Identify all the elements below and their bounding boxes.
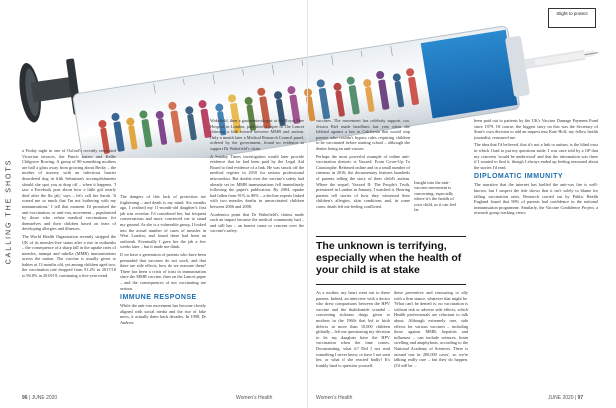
subhead-diplomatic-immunity: DIPLOMATIC IMMUNITY: [474, 173, 564, 181]
image-caption: Insight into the anti-vaccine movement is concerning, especially where it's the health of your child, as it can feel far: [414, 180, 457, 213]
paragraph: a Friday night in one of Oxford's recently renovated Victorian terraces, the Punch sisters and Kellie Chilgrove Rowing. A group of 80-something mothers are half a glass away from growing about Becky – the mother of nursery with an infectious barrier disordered dog in fifth Sebastian's accomplishments should she spot you at drop off – when it happens. 'I saw a Facebook post about how a little girl nearly died after the flu jab,' says – let's call her Sarah. 'It scared me so much that I'm not bothering with my immunisations.' I tell that moment I'd promised the anti-vaccination, or anti-vax, movement – popularised by those who refuse medical vaccinations for themselves and their children based on fears of developing allergies and illnesses.: [22, 148, 116, 232]
pullquote-rule-bottom: [316, 284, 466, 285]
paragraph: The dangers of this lack of protection are frightening – and death is my mind. Six months ago, I realised my 11-month-old daughter's first jab was overdue. I'd considered her, but frequent conversations and more convinced me to stand my ground. As she is a vulnerable group, I looked into the actual number of cases of measles in West London, and found there had been an outbreak. Eventually I gave her the jab a few weeks later – but it made me think.: [120, 194, 206, 250]
syringe-plunger: [18, 56, 82, 123]
paragraph: The idea that I'd believed, that it's not a link to autism, is the blind trust in which I had to put my questions aside. I was once told by a GP that my concerns 'would be understood' and that the information was there if I wanted to find it, though I always ended up feeling reassured about the stories I'd read.: [474, 142, 598, 170]
issue-date: JUNE 2020: [31, 395, 58, 401]
paragraph: vaccines. The movement has celebrity support, too. Jessica Biel made headlines last year when she lobbied against a law in California that would stop parents who couldn't bypass rules requiring children to be vaccinated before starting school – although she denies being an anti-vaxxer.: [316, 118, 410, 151]
right-column-2: [316, 290, 390, 392]
section-label: CALLING THE SHOTS: [5, 158, 13, 265]
right-column-1: [316, 118, 410, 228]
paragraph: A Sunday Times investigation would later provide evidence that he had been paid by the Legal Aid Board to find evidence of a link. He was struck off the medical register in 2010 for serious professional misconduct. But doubts over the vaccine's safety had already set in: MMR immunisations fell immediately following the paper's publication. By 2004, uptake had fallen from 91% to 80% – a decline experts linked with two measles deaths in unvaccinated children between 2006 and 2008.: [210, 153, 304, 209]
right-column-4: [474, 118, 598, 392]
pullquote: The unknown is terrifying, especially when the health of your child is at stake: [316, 240, 462, 276]
left-folio: 96 | JUNE 2020: [22, 395, 58, 401]
spread-gutter: [307, 0, 308, 408]
pullquote-rule-top: [316, 236, 466, 237]
paragraph: Wakefield, then a gastroenterologist at the Royal Free Hospital in London, published a paper in The Lancet claiming a link existed between MMR and autism. Only a month later a Medical Research Council panel, ordered by the government, found no evidence to support Dr Wakefield's claim.: [210, 118, 304, 151]
left-magazine-name: Women's Health: [236, 395, 273, 401]
paragraph: The World Health Organisation recently stripped the UK of its measles-free status after a rise in outbreaks – the consequence of a sharp fall in the uptake rates of measles, mumps and rubella (MMR) immunisations across the nation. The vaccine is usually given to babies at 13 months old, yet among children aged two, the vaccination rate dropped from 91.2% in 2017/18 to 90.8% in 2018/19, continuing a five-year trend.: [22, 233, 116, 279]
paragraph: As a mother, my heart went out to these parents. Indeed, an interview with a doctor who drew comparisons between the HPV vaccine and the thalidomide scandal – concerning sickness drugs given to mothers in the 1960s that led to birth defects in more than 10,000 children globally – left me questioning my decision to let my daughter have the HPV vaccination when the time comes. Documenting, what if? Did I not read something I never knew, or have I not seen her, or what if she reacted badly? It's frankly hard to question yourself.: [316, 290, 390, 368]
paragraph: If we have a generation of parents who have been persuaded that vaccines do not work, and that there are side effects, how do we reassure them? There has been a crisis of trust in immunisation since the MMR vaccine, then on the Lancet paper – and the consequences of not vaccinating are serious.: [120, 251, 206, 291]
page-number: 96: [22, 395, 28, 401]
paragraph: Academics point that Dr Wakefield's claims made such an impact because the medical community had – and still has – an honest cause or concern over the vaccine's safety.: [210, 211, 304, 234]
right-magazine-name: Women's Health: [316, 395, 353, 401]
subhead-immune-response: IMMUNE RESPONSE: [120, 294, 197, 302]
right-column-3: [394, 290, 468, 392]
paragraph: these preventive and reassuring to ally with a firm stance, whatever that might be. 'What can't be denied is: no vaccination is without risk or adverse side effects, which Health professionals are reluctant to talk about. Although extremely rare, side effects for various vaccines – including those against MMR, hepatitis and influenza – can include seizures, brain swelling and anaphylaxis, according to the National Academy of Sciences. There is around one in 200,000 cases', so we're talking really rare – but they do happen. (I'd still be ...: [394, 290, 468, 368]
left-column-2: [120, 194, 206, 392]
issue-date: JUNE 2020: [548, 395, 574, 401]
right-folio: JUNE 2020 | 97: [548, 395, 584, 401]
left-column-3: [210, 118, 304, 392]
paragraph: been paid out to patients by the UK's Vaccine Damage Payment Fund since 1979. Of course, the biggest story on this was the Secretary of State's own decision to add an inquest into Kate Hoff, my fellow health journalist, reassured me.: [474, 118, 598, 140]
paragraph: The narrative that the internet has fuelled the anti-vax fire is well-known, but I suspect the tide shows that it isn't solely to blame for falling vaccination rates. Research carried out by Public Health England found that 90% of parents had confidence in the national immunisation programme. Similarly, the Vaccine Confidence Project, a research group tracking views: [474, 182, 598, 216]
paragraph: While the anti-vax movement has become closely aligned with social media and the rise of fake news, it actually dates back decades. In 1998, Dr Andrew: [120, 303, 206, 325]
illustration-callout: Slight to protect: [548, 8, 596, 28]
paragraph: Perhaps the most powerful example of online anti-vaccination rhetoric is Vaxxed: From Cover-Up To Catastrophe. Released online and in a small number of cinemas in 2016, the documentary features hundreds of parents telling the story of their child's autism. Where the sequel, Vaxxed II: The People's Truth, premiered in London in January, I watched it. Hearing parents tell stories of how they witnessed their children's allergies, skin conditions and, in some cases, death left me feeling conflicted.: [316, 153, 410, 209]
left-column-1: [22, 148, 116, 392]
section-side-tab: [2, 150, 16, 280]
page-number: 97: [577, 395, 584, 401]
